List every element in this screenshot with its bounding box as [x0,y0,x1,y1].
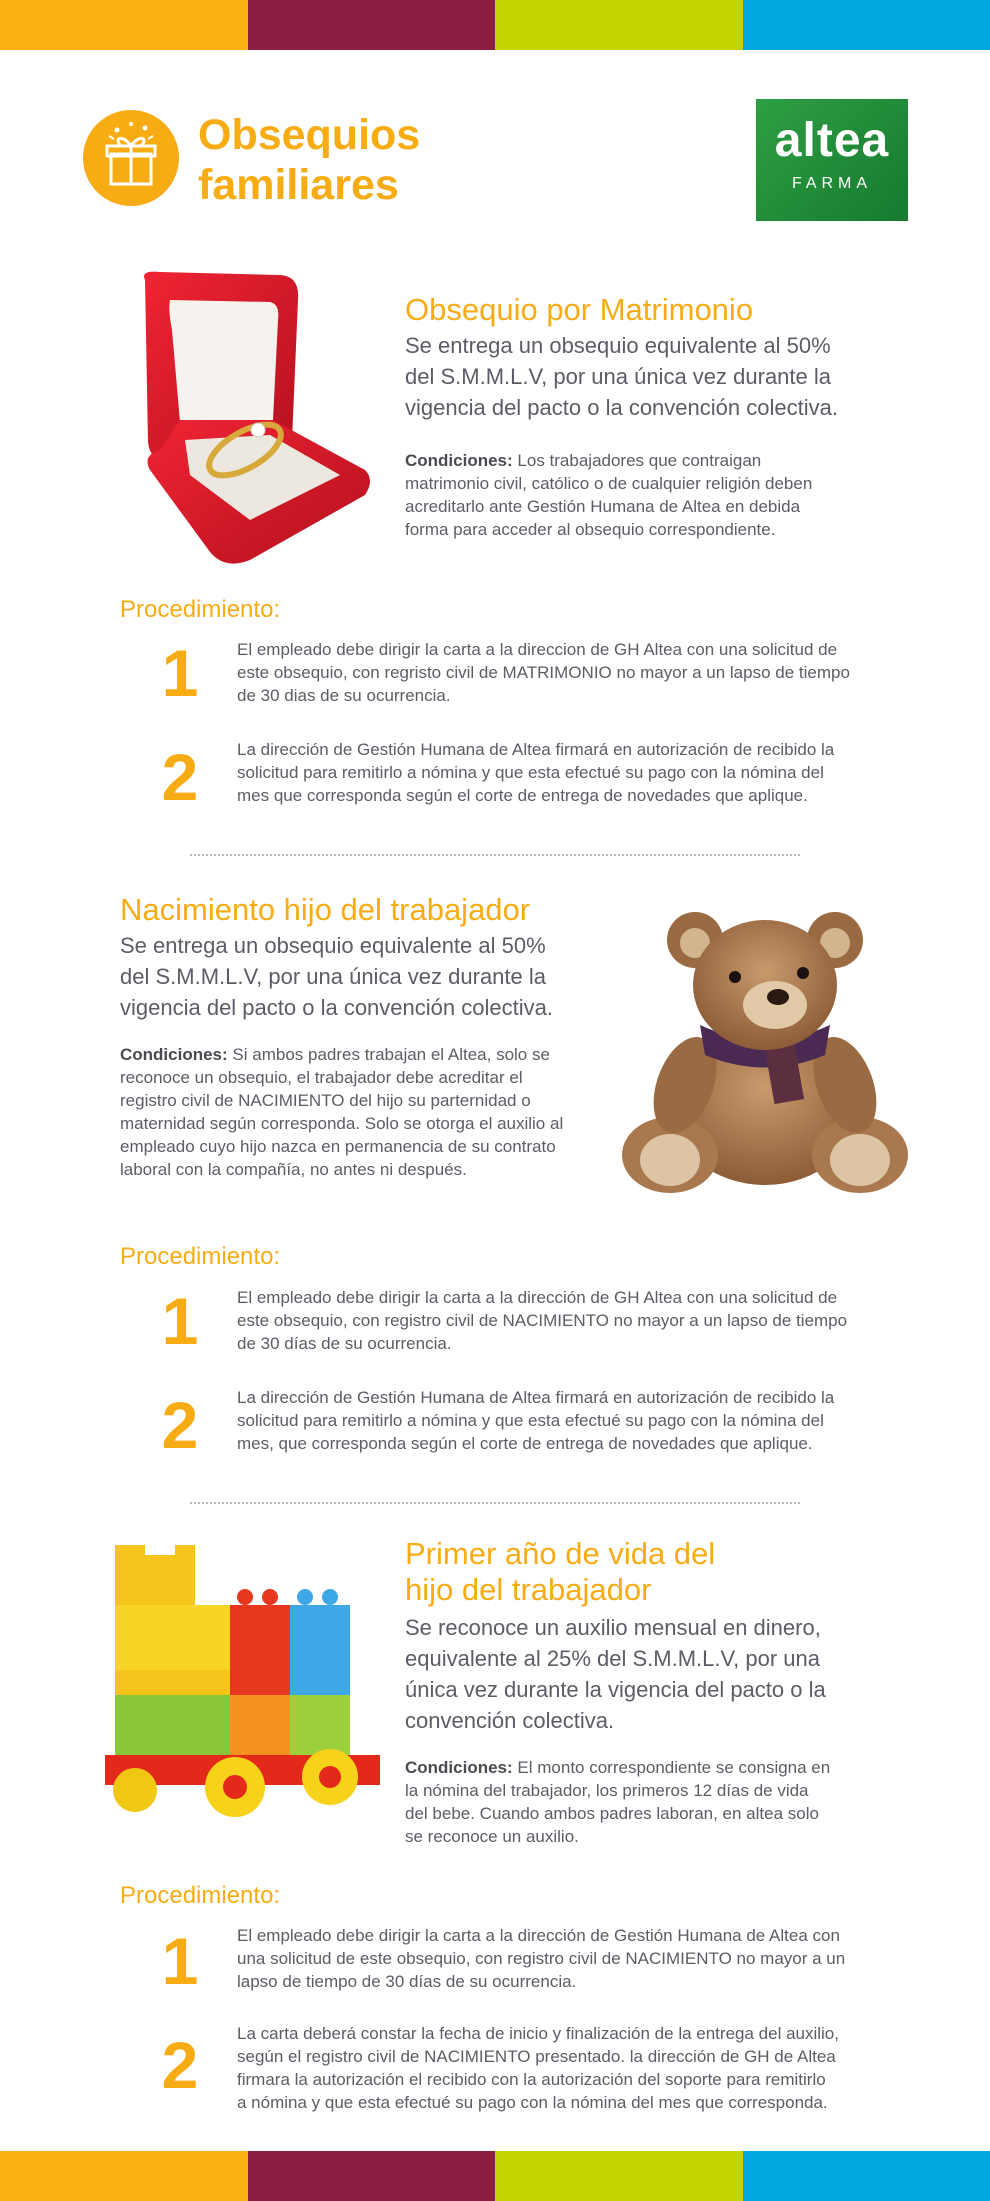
step-number: 2 [161,1388,199,1462]
step-number: 2 [161,740,199,814]
step-line: de 30 dias de su ocurrencia. [237,686,451,705]
step-line: solicitud para remitirlo a nómina y que esta efectué su pago con la nómina del [237,763,824,782]
section-3-lead [405,1612,925,1736]
toy-blocks-truck-image [105,1545,385,1830]
step-line: La carta deberá constar la fecha de inicio y finalización de la entrega del auxilio, [237,2024,839,2043]
conditions-line: maternidad según corresponda. Solo se otorga el auxilio al [120,1114,564,1133]
lead-line: Se entrega un obsequio equivalente al 50% [120,933,546,958]
step-line: mes que corresponda según el corte de entrega de novedades que aplique. [237,786,808,805]
section-2-lead [120,930,610,1023]
conditions-label: Condiciones: [405,1758,513,1777]
section-3-conditions [405,1756,925,1848]
bottom-color-stripe [0,2151,990,2201]
altea-farma-logo [756,99,908,221]
lead-line: Se entrega un obsequio equivalente al 50% [405,333,831,358]
step-line: lapso de tiempo de 30 días de su ocurrencia. [237,1972,577,1991]
lead-line: Se reconoce un auxilio mensual en dinero, [405,1615,821,1640]
step-line: a nómina y que esta efectué su pago con la nómina del mes que corresponda. [237,2093,828,2112]
section-3-title-line2: hijo del trabajador [405,1572,652,1607]
lead-line: equivalente al 25% del S.M.M.L.V, por una [405,1646,821,1671]
logo-brand: altea [774,114,890,167]
stripe-lime [495,2151,743,2201]
conditions-line: forma para acceder al obsequio correspondiente. [405,520,776,539]
section-divider [190,1502,800,1504]
step-line: El empleado debe dirigir la carta a la direccion de GH Altea con una solicitud de [237,640,838,659]
section-2-text [120,892,610,1181]
page-title [198,110,420,210]
top-color-stripe [0,0,990,50]
lead-line: del S.M.M.L.V, por una única vez durante la [120,964,546,989]
step-line: solicitud para remitirlo a nómina y que esta efectué su pago con la nómina del [237,1411,824,1430]
step-text [237,1924,877,1993]
section-2-title: Nacimiento hijo del trabajador [120,892,531,927]
step-line: La dirección de Gestión Humana de Altea firmará en autorización de recibido la [237,740,835,759]
step-line: La dirección de Gestión Humana de Altea firmará en autorización de recibido la [237,1388,835,1407]
step-line: según el registro civil de NACIMIENTO presentado. la dirección de GH de Altea [237,2047,836,2066]
lead-line: vigencia del pacto o la convención colectiva. [405,395,838,420]
section-3-text [405,1536,925,1848]
step-line: firmara la autorización el recibido con la autorización del soporte para remitirlo [237,2070,826,2089]
section-2-conditions [120,1043,610,1181]
conditions-line: reconoce un obsequio, el trabajador debe acreditar el [120,1068,523,1087]
section-1-lead [405,330,925,423]
stripe-yellow [0,2151,248,2201]
conditions-line: Si ambos padres trabajan el Altea, solo se [232,1045,550,1064]
lead-line: del S.M.M.L.V, por una única vez durante la [405,364,831,389]
logo-sub: FARMA [791,175,873,192]
step-text [237,1286,877,1355]
step-line: El empleado debe dirigir la carta a la dirección de GH Altea con una solicitud de [237,1288,838,1307]
conditions-line: registro civil de NACIMIENTO del hijo su parternidad o [120,1091,531,1110]
step-line: este obsequio, con registro civil de NACIMIENTO no mayor a un lapso de tiempo [237,1311,848,1330]
conditions-line: matrimonio civil, católico o de cualquier religión deben [405,474,813,493]
step-text [237,738,877,807]
step-text [237,638,877,707]
conditions-line: laboral con la compañía, no antes ni después. [120,1160,467,1179]
page-title-line2: familiares [198,161,399,209]
lead-line: convención colectiva. [405,1708,615,1733]
conditions-line: se reconoce un auxilio. [405,1827,579,1846]
gift-icon [83,110,179,206]
conditions-label: Condiciones: [405,451,513,470]
ring-box-image [130,270,380,570]
conditions-line: empleado cuyo hijo nazca en permanencia de su contrato [120,1137,556,1156]
conditions-line: acreditarlo ante Gestión Humana de Altea en debida [405,497,801,516]
step-line: este obsequio, con regristo civil de MATRIMONIO no mayor a un lapso de tiempo [237,663,850,682]
section-divider [190,854,800,856]
stripe-yellow [0,0,248,50]
procedure-heading: Procedimiento: [120,1243,281,1270]
step-line: una solicitud de este obsequio, con registro civil de NACIMIENTO no mayor a un [237,1949,846,1968]
procedure-heading: Procedimiento: [120,596,281,623]
step-text [237,1386,877,1455]
teddy-bear-image [615,905,915,1200]
conditions-line: la nómina del trabajador, los primeros 12 días de vida [405,1781,809,1800]
conditions-line: El monto correspondiente se consigna en [517,1758,831,1777]
step-number: 1 [161,636,199,710]
step-line: de 30 días de su ocurrencia. [237,1334,452,1353]
conditions-line: del bebe. Cuando ambos padres laboran, en altea solo [405,1804,819,1823]
procedure-heading: Procedimiento: [120,1882,281,1909]
step-number: 1 [161,1924,199,1998]
stripe-blue [743,0,990,50]
lead-line: vigencia del pacto o la convención colectiva. [120,995,553,1020]
step-line: El empleado debe dirigir la carta a la dirección de Gestión Humana de Altea con [237,1926,840,1945]
step-number: 2 [161,2028,199,2102]
step-number: 1 [161,1284,199,1358]
stripe-blue [743,2151,990,2201]
section-3-title-line1: Primer año de vida del [405,1536,716,1571]
stripe-lime [495,0,743,50]
section-3-title [405,1536,925,1608]
lead-line: única vez durante la vigencia del pacto o la [405,1677,826,1702]
page-title-line1: Obsequios [198,111,421,159]
section-1-title: Obsequio por Matrimonio [405,292,754,327]
step-text [237,2022,877,2114]
step-line: mes, que corresponda según el corte de entrega de novedades que aplique. [237,1434,813,1453]
conditions-label: Condiciones: [120,1045,228,1064]
section-1-conditions [405,449,925,541]
section-1-text [405,292,925,541]
stripe-maroon [248,0,496,50]
stripe-maroon [248,2151,496,2201]
conditions-line: Los trabajadores que contraigan [517,451,762,470]
